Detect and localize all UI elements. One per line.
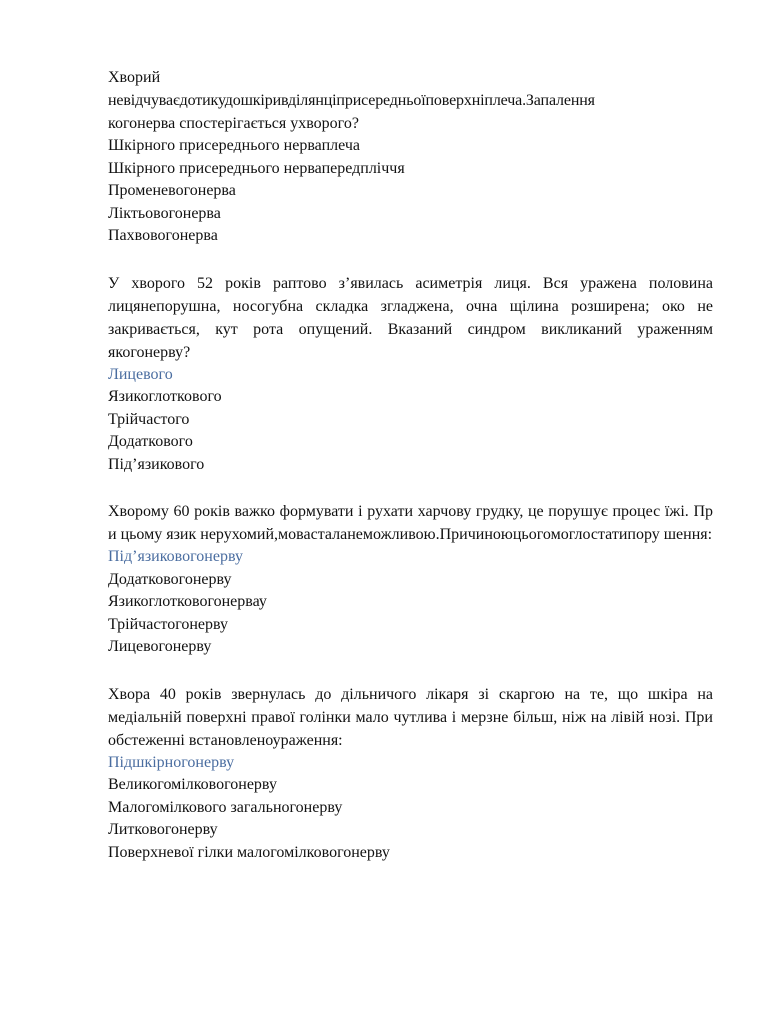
- correct-answer-option: Під’язиковогонерву: [108, 548, 243, 565]
- answer-option: Додаткового: [108, 433, 193, 450]
- stem-line: невідчуваєдотикудошкіривділянціприсередньоїповерхніплеча.Запалення: [108, 92, 595, 109]
- question-2: [108, 272, 713, 477]
- answer-option: Трійчастогонерву: [108, 615, 229, 633]
- question-stem: Хвора 40 років звернулась до дільничого лікаря зі скаргою на те, що шкіра на медіальній поверхні правої голінки мало чутлива і мерзне більш, ніж на лівій нозі. При обстеженні встановленоураження:: [108, 685, 713, 749]
- answer-option: Пахвовогонерва: [108, 227, 218, 244]
- answer-option: Шкірного присереднього нерваплеча: [108, 137, 360, 154]
- answer-option: Малогомілкового загальногонерву: [108, 798, 343, 816]
- answer-option: Литковогонерву: [108, 821, 218, 838]
- answer-option: Трійчастого: [108, 410, 190, 428]
- answer-option: Додатковогонерву: [108, 570, 232, 588]
- answer-option: Ліктьовогонерва: [108, 204, 221, 222]
- question-stem: У хворого 52 років раптово з’явилась асиметрія лиця. Вся уражена половина лицянепорушна, носогубна складка згладжена, очна щілина розширена; око не закривається, кут рота опущений. Вказаний синдром викликаний ураженням якогонерву?: [108, 274, 713, 361]
- answer-option: Шкірного присереднього нервапередпліччя: [108, 159, 405, 177]
- question-stem: [108, 66, 713, 135]
- correct-answer-option: Лицевого: [108, 365, 173, 383]
- answer-option: Під’язикового: [108, 455, 205, 473]
- question-1: [108, 66, 713, 248]
- answer-option: Язикоглотковогонервау: [108, 593, 267, 610]
- question-stem: Хворому 60 років важко формувати і рухати харчову грудку, це порушує процес їжі. При цьому язик нерухомий,мовасталанеможливою.Причиноюцьогомоглостатипору шення:: [108, 503, 713, 543]
- answer-option: Променевогонерва: [108, 182, 236, 199]
- stem-line: Хворий: [108, 69, 161, 86]
- stem-line: когонерва спостерігається ухворого?: [108, 115, 359, 132]
- question-3: [108, 500, 713, 659]
- answer-option: Великогомілковогонерву: [108, 776, 277, 793]
- answer-option: Язикоглоткового: [108, 388, 222, 405]
- answer-option: Поверхневої гілки малогомілковогонерву: [108, 843, 390, 861]
- question-4: [108, 683, 713, 865]
- document-page: [108, 66, 713, 888]
- correct-answer-option: Підшкірногонерву: [108, 753, 235, 771]
- answer-option: Лицевогонерву: [108, 638, 212, 655]
